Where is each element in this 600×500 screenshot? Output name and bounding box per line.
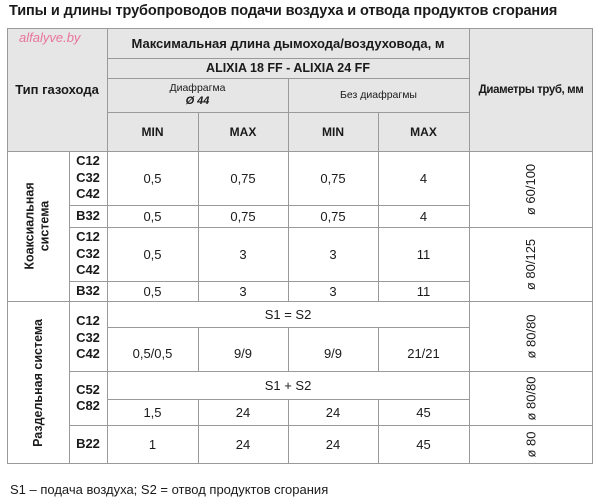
- row-3-min-1: 0,5: [143, 246, 162, 262]
- footnote: S1 – подача воздуха; S2 = отвод продуктов сгорания: [10, 482, 329, 497]
- diaphragm-value: Ø 44: [185, 95, 210, 107]
- row-7-max-1: 24: [235, 437, 251, 452]
- row-3-min-2: 3: [329, 246, 337, 262]
- row-5-min-1: 0,5/0,5: [132, 345, 173, 361]
- row-4-min-2: 3: [329, 283, 337, 299]
- watermark: alfalyve.by: [19, 30, 81, 45]
- row-4-max-2: 11: [416, 283, 431, 299]
- row-6-min-1: 1,5: [143, 404, 162, 420]
- diaphragm-label: Диафрагма: [169, 82, 226, 94]
- row-5-min-2: 9/9: [323, 345, 343, 361]
- model-header: [107, 58, 469, 78]
- row-1-min-2: 0,75: [320, 170, 346, 186]
- max-header-2: [378, 112, 469, 151]
- row-1-codes: C12 C32 C42: [76, 153, 100, 202]
- row-3-max-2: 11: [416, 246, 431, 262]
- gas-duct-type-label: Тип газохода: [15, 82, 99, 97]
- no-diaphragm-label: Без диафрагмы: [340, 89, 417, 101]
- min-header-1: [107, 112, 198, 151]
- max-length-label: Максимальная длина дымохода/воздуховода, м: [131, 35, 445, 51]
- diameter-5: ø 80: [523, 431, 539, 458]
- max-label-1: MAX: [229, 124, 257, 139]
- max-label-2: MAX: [410, 124, 437, 139]
- page-title: Типы и длины трубопроводов подачи воздуха и отвода продуктов сгорания: [9, 3, 558, 19]
- diaphragm-header: [107, 78, 288, 112]
- max-length-header: [107, 28, 469, 58]
- min-label-1: MIN: [141, 124, 164, 139]
- row-5-max-1: 9/9: [233, 345, 253, 361]
- row-2-min-2: 0,75: [320, 208, 346, 224]
- row-2-codes: B32: [76, 207, 100, 223]
- row-5-note: S1 = S2: [264, 306, 312, 322]
- row-7-min-2: 24: [325, 437, 341, 452]
- row-6-note: S1 + S2: [264, 377, 312, 393]
- group-separate: Раздельная система: [31, 318, 45, 447]
- row-7-codes: B22: [76, 436, 100, 452]
- model-label: ALIXIA 18 FF - ALIXIA 24 FF: [206, 61, 370, 75]
- min-label-2: MIN: [322, 124, 344, 139]
- row-4-max-1: 3: [239, 283, 247, 299]
- gas-duct-type-header: [7, 28, 107, 151]
- row-1-max-2: 4: [419, 170, 428, 186]
- row-6-min-2: 24: [325, 404, 341, 420]
- row-3-codes: C12 C32 C42: [76, 229, 100, 278]
- diameter-3: ø 80/80: [523, 313, 539, 359]
- row-7-min-1: 1: [148, 437, 157, 452]
- pipe-diameter-label: Диаметры труб, мм: [478, 83, 584, 96]
- row-1-min-1: 0,5: [143, 170, 162, 186]
- row-3-max-1: 3: [239, 246, 247, 262]
- group-coaxial: Коаксиальная система: [23, 182, 53, 270]
- diameter-2: ø 80/125: [523, 238, 539, 290]
- row-2-min-1: 0,5: [143, 208, 162, 224]
- diameter-4: ø 80/80: [523, 375, 539, 421]
- row-7-max-2: 45: [416, 437, 431, 452]
- max-header-1: [198, 112, 288, 151]
- row-5-codes: C12 C32 C42: [76, 313, 100, 362]
- row-2-max-1: 0,75: [230, 208, 256, 224]
- no-diaphragm-header: [288, 78, 469, 112]
- diameter-1: ø 60/100: [523, 163, 539, 215]
- min-header-2: [288, 112, 378, 151]
- row-6-codes: C52 C82: [76, 381, 100, 413]
- row-6-max-2: 45: [416, 404, 431, 420]
- row-1-max-1: 0,75: [230, 170, 256, 186]
- row-5-max-2: 21/21: [407, 345, 440, 361]
- row-4-min-1: 0,5: [143, 283, 162, 299]
- pipe-diameter-header: [469, 28, 593, 151]
- row-6-max-1: 24: [235, 404, 251, 420]
- row-4-codes: B32: [76, 282, 100, 298]
- row-2-max-2: 4: [419, 208, 428, 224]
